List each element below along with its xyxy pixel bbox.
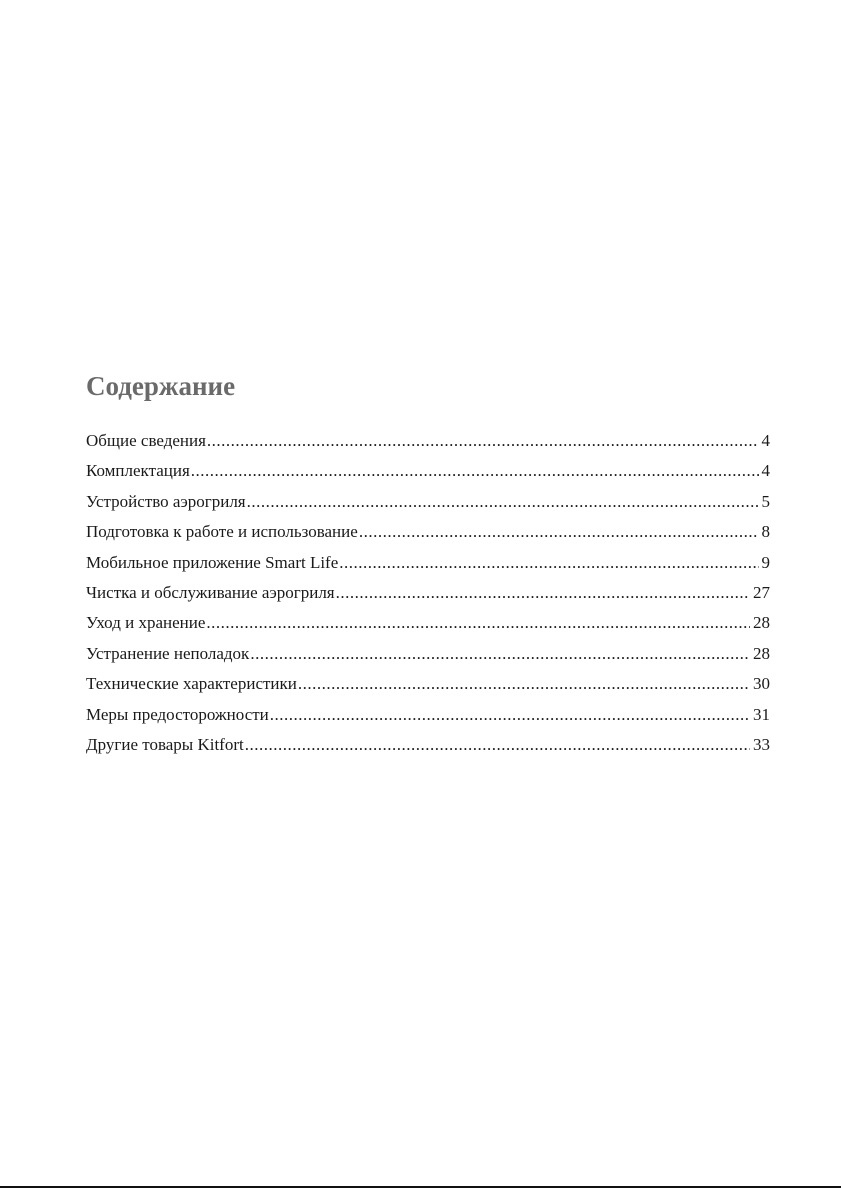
toc-entry-page: 4	[761, 461, 770, 481]
dot-leader	[270, 700, 750, 730]
toc-entry-label: Устранение неполадок	[86, 643, 250, 663]
toc-entry-label: Уход и хранение	[86, 613, 206, 633]
dot-leader	[298, 669, 750, 699]
dot-leader	[206, 608, 750, 638]
toc-entry-label: Другие товары Kitfort	[86, 734, 244, 754]
toc-entry-page: 28	[753, 613, 770, 633]
toc-entry[interactable]	[86, 426, 770, 456]
dot-leader	[250, 639, 750, 669]
page-title: Содержание	[86, 371, 236, 401]
toc-entry-label: Устройство аэрогриля	[86, 491, 246, 511]
toc-entry[interactable]	[86, 608, 770, 638]
toc-entry-page: 28	[753, 643, 770, 663]
toc-entry-label: Мобильное приложение Smart Life	[86, 552, 339, 572]
toc-entry-page: 30	[753, 674, 770, 694]
toc-entry[interactable]	[86, 578, 770, 608]
toc-entry[interactable]	[86, 548, 770, 578]
toc-entry-page: 9	[761, 552, 770, 572]
toc-entry[interactable]	[86, 639, 770, 669]
dot-leader	[247, 487, 759, 517]
toc-entry-page: 33	[753, 734, 770, 754]
toc-entry[interactable]	[86, 487, 770, 517]
toc-entry-page: 31	[753, 704, 770, 724]
table-of-contents	[86, 426, 770, 760]
toc-entry-label: Комплектация	[86, 461, 190, 481]
toc-entry[interactable]	[86, 700, 770, 730]
toc-entry-page: 8	[761, 522, 770, 542]
toc-entry[interactable]	[86, 517, 770, 547]
toc-entry-label: Чистка и обслуживание аэрогриля	[86, 582, 335, 602]
toc-entry-label: Технические характеристики	[86, 674, 297, 694]
toc-entry[interactable]	[86, 730, 770, 760]
toc-entry-label: Подготовка к работе и использование	[86, 522, 358, 542]
toc-entry-label: Меры предосторожности	[86, 704, 269, 724]
dot-leader	[191, 456, 759, 486]
toc-entry-page: 4	[761, 431, 770, 450]
toc-entry-label: Общие сведения	[86, 431, 206, 450]
toc-entry-page: 5	[761, 491, 770, 511]
toc-entry-page: 27	[753, 582, 770, 602]
toc-entry[interactable]	[86, 669, 770, 699]
dot-leader	[207, 426, 759, 456]
dot-leader	[336, 578, 750, 608]
dot-leader	[339, 548, 758, 578]
toc-entry[interactable]	[86, 456, 770, 486]
page-bottom-rule	[0, 1186, 841, 1188]
dot-leader	[359, 517, 759, 547]
dot-leader	[245, 730, 750, 760]
